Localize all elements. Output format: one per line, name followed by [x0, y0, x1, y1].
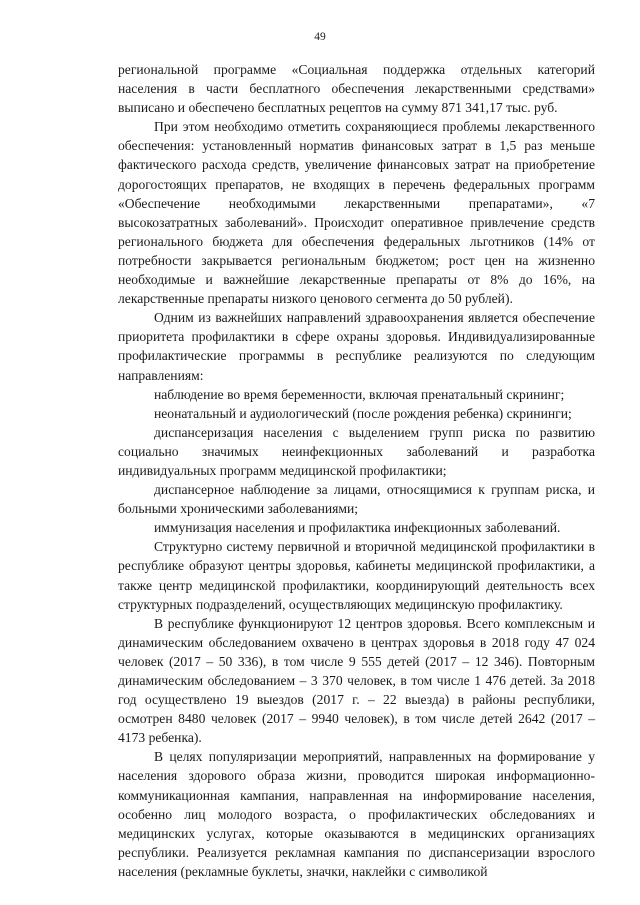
paragraph: Структурно систему первичной и вторичной медицинской профилактики в республике образуют центры здоровья, кабинеты медицинской профилактики, а также центр медицинской профилактики, координирующий деятельность всех структурных подразделений, осуществляющих медицинскую профилактику.: [118, 539, 595, 612]
paragraph: наблюдение во время беременности, включая пренатальный скрининг;: [154, 386, 565, 402]
paragraph: диспансеризация населения с выделением групп риска по развитию социально значимых неинфекционных заболеваний и разработка индивидуальных программ медицинской профилактики;: [118, 424, 595, 478]
page-number: 49: [314, 31, 326, 43]
paragraph: При этом необходимо отметить сохраняющиеся проблемы лекарственного обеспечения: установленный норматив финансовых затрат в 1,5 раз меньше фактического расхода средств, увеличение финансовых затрат на приобретение дорогостоящих препаратов, не входящих в перечень федеральных программ «Обеспечение необходимыми лекарственными препаратами», «7 высокозатратных заболеваний». Происходит оперативное привлечение средств регионального бюджета для обеспечения федеральных льготников (14% от потребности закрывается региональным бюджетом; рост цен на жизненно необходимые и важнейшие лекарственные препараты от 8% до 16%, на лекарственные препараты низкого ценового сегмента до 50 рублей).: [118, 119, 595, 307]
paragraph: иммунизация населения и профилактика инфекционных заболеваний.: [154, 520, 561, 536]
paragraph: региональной программе «Социальная поддержка отдельных категорий населения в части бесплатного обеспечения лекарственными средствами» выписано и обеспечено бесплатных рецептов на сумму 871 341,17 тыс. руб.: [118, 62, 595, 116]
paragraph: Одним из важнейших направлений здравоохранения является обеспечение приоритета профилактики в сфере охраны здоровья. Индивидуализированные профилактические программы в республике реализуются по следующим направлениям:: [118, 310, 595, 383]
paragraph: В целях популяризации мероприятий, направленных на формирование у населения здорового образа жизни, проводится широкая информационно-коммуникационная кампания, направленная на информирование населения, особенно лиц молодого возраста, о профилактических обследованиях и медицинских услугах, которые оказываются в медицинских организациях республики. Реализуется рекламная кампания по диспансеризации взрослого населения (рекламные буклеты, значки, наклейки с символикой: [118, 749, 595, 879]
paragraph: неонатальный и аудиологический (после рождения ребенка) скрининги;: [154, 405, 572, 421]
document-body: [118, 60, 595, 881]
paragraph: В республике функционируют 12 центров здоровья. Всего комплексным и динамическим обследованием охвачено в центрах здоровья в 2018 году 47 024 человек (2017 – 50 336), в том числе 9 555 детей (2017 – 12 346). Повторным динамическим обследованием – 3 370 человек, в том числе 1 476 детей. За 2018 год осуществлено 19 выездов (2017 г. – 22 выезда) в районы республики, осмотрен 8480 человек (2017 – 9940 человек), в том числе детей 2642 (2017 – 4173 ребенка).: [118, 615, 595, 746]
paragraph: диспансерное наблюдение за лицами, относящимися к группам риска, и больными хроническими заболеваниями;: [118, 482, 595, 517]
